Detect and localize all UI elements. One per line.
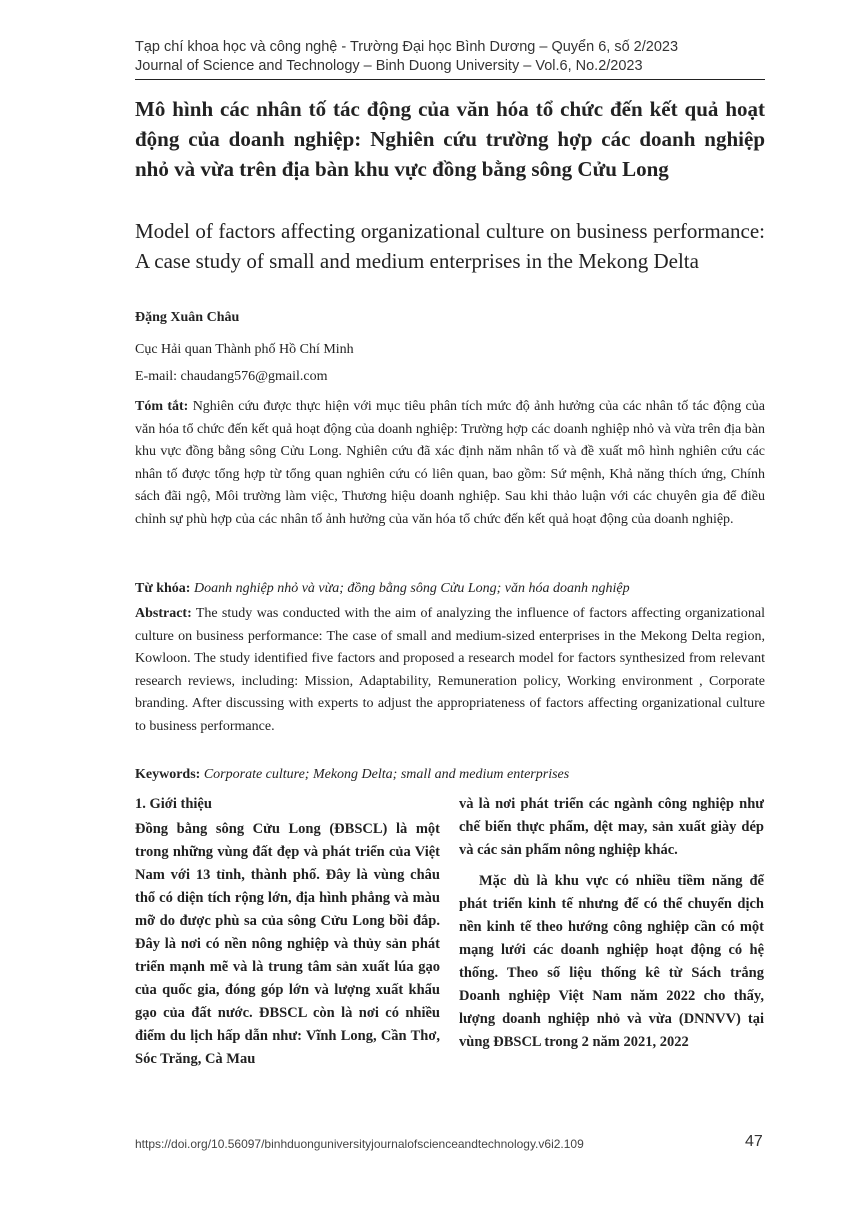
doi-link[interactable]: https://doi.org/10.56097/binhduonguniversityjournalofscienceandtechnology.v6i2.109 [135, 1137, 584, 1151]
abstract-en-label: Abstract: [135, 606, 192, 621]
abstract-vi-label: Tóm tắt: [135, 399, 189, 414]
abstract-vi [135, 396, 765, 531]
body-paragraph-right-2: Mặc dù là khu vực có nhiều tiềm năng để phát triển kinh tế nhưng để có thể chuyển dịch nền kinh tế theo hướng công nghiệp cần có một mạng lưới các doanh nghiệp hoạt động có hệ thống. Theo số liệu thống kê từ Sách trắng Doanh nghiệp Việt Nam năm 2022 cho thấy, lượng doanh nghiệp nhỏ và vừa (DNNVV) tại vùng ĐBSCL trong 2 năm 2021, 2022 [459, 873, 764, 1050]
author-name: Đặng Xuân Châu [135, 310, 240, 325]
body-paragraph-left: Đồng bằng sông Cửu Long (ĐBSCL) là một trong những vùng đất đẹp và phát triển của Việt Nam với 13 tỉnh, thành phố. Đây là vùng châu thổ có diện tích rộng lớn, địa hình phẳng và màu mỡ do được phù sa của sông Cửu Long bồi đắp. Đây là nơi có nền nông nghiệp và thủy sản phát triển mạnh mẽ và là trung tâm sản xuất lúa gạo của quốc gia, đóng góp lớn và lượng xuất khẩu gạo của đất nước. ĐBSCL còn là nơi có nhiều điểm du lịch hấp dẫn như: Vĩnh Long, Cần Thơ, Sóc Trăng, Cà Mau [135, 821, 440, 1067]
keywords-vi-label: Từ khóa: [135, 581, 191, 596]
abstract-en-text: The study was conducted with the aim of analyzing the influence of factors affecting organizational culture on business performance: The case of small and medium-sized enterprises in the Mekong Delta region, Kowloon. The study identified five factors and proposed a research model for factors synthesized from relevant research reviews, including: Mission, Adaptability, Remuneration policy, Working environment , Corporate branding. After discussing with experts to adjust the appropriateness of factors affecting organizational culture to business performance. [135, 606, 765, 734]
article-title-vi: Mô hình các nhân tố tác động của văn hóa tổ chức đến kết quả hoạt động của doanh nghiệp: Nghiên cứu trường hợp các doanh nghiệp nhỏ và vừa trên địa bàn khu vực đồng bằng sông Cửu Long [135, 97, 765, 181]
author-affiliation: Cục Hải quan Thành phố Hồ Chí Minh [135, 342, 354, 357]
journal-name-en: Journal of Science and Technology – Binh Duong University – Vol.6, No.2/2023 [135, 58, 643, 74]
header-divider [135, 79, 765, 80]
keywords-en [135, 764, 765, 787]
author-email: E-mail: chaudang576@gmail.com [135, 369, 328, 384]
body-column-left [135, 793, 440, 1071]
running-header [135, 38, 765, 76]
section-heading: 1. Giới thiệu [135, 796, 212, 812]
abstract-en [135, 603, 765, 738]
body-paragraph-right-1: và là nơi phát triển các ngành công nghiệp như chế biến thực phẩm, dệt may, sản xuất giày dép và các sản phẩm nông nghiệp khác. [459, 796, 764, 858]
keywords-en-text: Corporate culture; Mekong Delta; small and medium enterprises [200, 767, 570, 782]
abstract-vi-text: Nghiên cứu được thực hiện với mục tiêu phân tích mức độ ảnh hưởng của các nhân tố tác động của văn hóa tổ chức đến kết quả hoạt động của doanh nghiệp: Trường hợp các doanh nghiệp nhỏ và vừa trên địa bàn khu vực đồng bằng sông Cửu Long. Nghiên cứu đã xác định năm nhân tố và đề xuất mô hình nghiên cứu các nhân tố được tổng hợp từ tổng quan nghiên cứu có liên quan, bao gồm: Sứ mệnh, Khả năng thích ứng, Chính sách đãi ngộ, Môi trường làm việc, Thương hiệu doanh nghiệp. Sau khi thảo luận với các chuyên gia để điều chỉnh sự phù hợp của các nhân tố ảnh hưởng của văn hóa tổ chức đến kết quả hoạt động của doanh nghiệp. [135, 399, 765, 527]
keywords-en-label: Keywords: [135, 767, 201, 782]
article-title-en: Model of factors affecting organizational culture on business performance: A case study of small and medium enterprises in the Mekong Delta [135, 219, 765, 273]
page-number: 47 [745, 1133, 763, 1150]
body-column-right [459, 793, 764, 1054]
journal-name-vi: Tạp chí khoa học và công nghệ - Trường Đại học Bình Dương – Quyển 6, số 2/2023 [135, 39, 679, 55]
keywords-vi-text: Doanh nghiệp nhỏ và vừa; đồng bằng sông Cửu Long; văn hóa doanh nghiệp [190, 581, 630, 596]
keywords-vi [135, 578, 765, 601]
